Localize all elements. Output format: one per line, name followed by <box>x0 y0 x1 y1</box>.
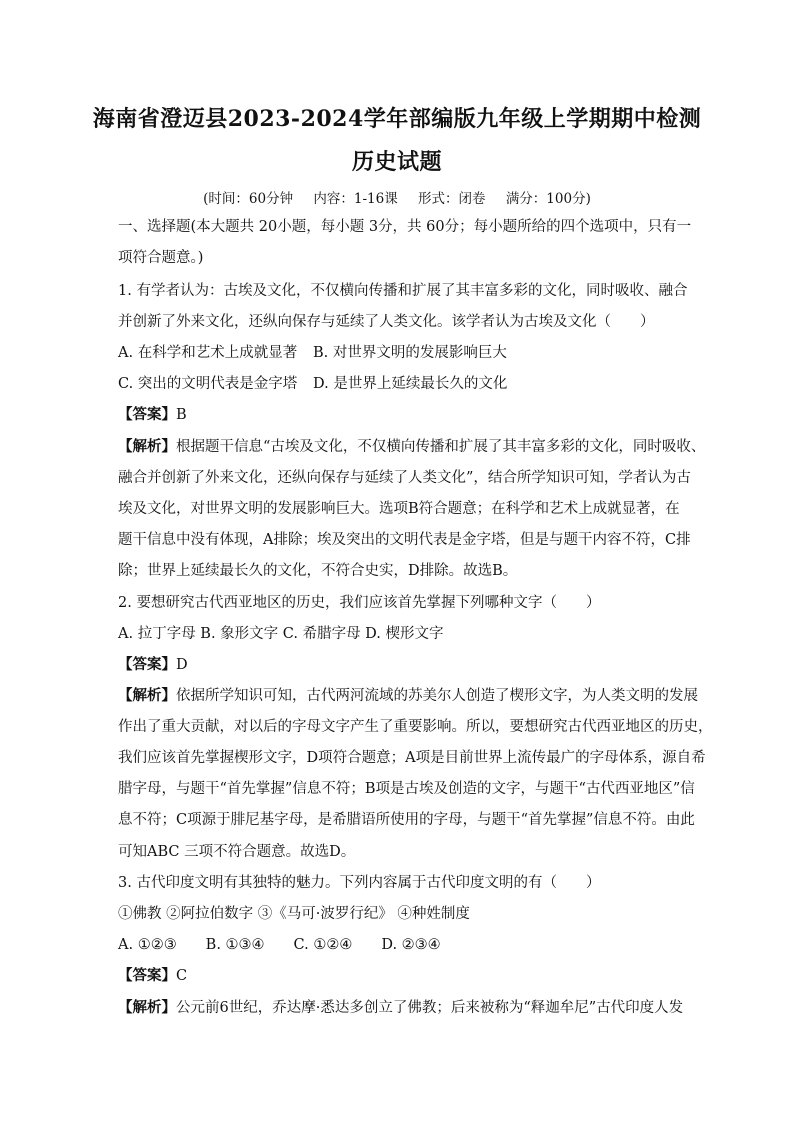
q3-items: ①佛教 ②阿拉伯数字 ③《马可·波罗行纪》 ④种姓制度 <box>118 906 470 922</box>
q2-analysis-line-4: 腊字母，与题干“首先掌握”信息不符；B项是古埃及创造的文字，与题干“古代西亚地区”信 <box>118 781 695 797</box>
q3-stem: 3. 古代印度文明有其独特的魅力。下列内容属于古代印度文明的有（ ） <box>118 875 601 891</box>
q1-analysis-line-3: 埃及文化，对世界文明的发展影响巨大。选项B符合题意；在科学和艺术上成就显著，在 <box>118 501 680 517</box>
section-heading-line-2: 项符合题意。) <box>118 250 204 266</box>
q1-option-d: D. 是世界上延续最长久的文化 <box>313 376 508 392</box>
q1-option-a: A. 在科学和艺术上成就显著 <box>118 345 298 361</box>
q1-analysis-line-2: 融合并创新了外来文化，还纵向保存与延续了人类文化”，结合所学知识可知，学者认为古 <box>118 470 691 486</box>
q2-analysis-line-6: 可知ABC 三项不符合题意。故选D。 <box>118 844 356 860</box>
meta-form: 形式：闭卷 <box>418 191 486 207</box>
meta-time: (时间：60分钟 <box>203 191 294 207</box>
q2-answer-label: 【答案】 <box>118 656 176 673</box>
q1-analysis-line-4: 题干信息中没有体现，A排除；埃及突出的文明代表是金字塔，但是与题干内容不符，C排 <box>118 532 691 548</box>
q1-option-c: C. 突出的文明代表是金字塔 <box>118 376 298 392</box>
q2-analysis-text-1: 依据所学知识可知，古代两河流域的苏美尔人创造了楔形文字，为人类文明的发展 <box>176 688 698 704</box>
meta-score: 满分：100分) <box>505 191 591 207</box>
q1-option-b: B. 对世界文明的发展影响巨大 <box>313 345 507 361</box>
q2-answer-value: D <box>176 657 188 673</box>
q1-answer-value: B <box>176 407 187 423</box>
q2-analysis-line-2: 作出了重大贡献，对以后的字母文字产生了重要影响。所以，要想研究古代西亚地区的历史， <box>118 719 713 735</box>
q2-stem: 2. 要想研究古代西亚地区的历史，我们应该首先掌握下列哪种文字（ ） <box>118 595 601 611</box>
q2-analysis-line-3: 我们应该首先掌握楔形文字，D项符合题意；A项是目前世界上流传最广的字母体系，源自希 <box>118 750 706 766</box>
meta-content: 内容：1-16课 <box>313 191 398 207</box>
q3-answer-value: C <box>176 968 188 984</box>
section-heading-line-1: 一、选择题(本大题共 20小题，每小题 3分，共 60分；每小题所给的四个选项中，只有一 <box>118 219 692 235</box>
q2-analysis-line-1 <box>118 686 698 706</box>
q1-answer-label: 【答案】 <box>118 406 176 423</box>
q1-analysis-text-1: 根据题干信息“古埃及文化，不仅横向传播和扩展了其丰富多彩的文化，同时吸收、 <box>176 439 706 455</box>
q2-analysis-label: 【解析】 <box>118 687 176 704</box>
exam-meta <box>0 187 794 207</box>
q1-stem-line-1: 1. 有学者认为：古埃及文化，不仅横向传播和扩展了其丰富多彩的文化，同时吸收、融合 <box>118 283 688 299</box>
q1-stem-line-2: 并创新了外来文化，还纵向保存与延续了人类文化。该学者认为古埃及文化（ ） <box>118 314 655 330</box>
q1-options-row-1 <box>118 343 678 363</box>
exam-title: 海南省澄迈县2023-2024学年部编版九年级上学期期中检测 <box>92 106 702 132</box>
q3-options: A. ①②③ B. ①③④ C. ①②④ D. ②③④ <box>118 937 441 953</box>
q3-answer-label: 【答案】 <box>118 967 176 984</box>
q1-analysis-line-1 <box>118 437 706 457</box>
q1-answer <box>118 405 678 425</box>
q3-analysis-label: 【解析】 <box>118 999 176 1016</box>
q3-analysis-line-1 <box>118 998 684 1018</box>
q3-answer <box>118 966 678 986</box>
q2-analysis-line-5: 息不符；C项源于腓尼基字母，是希腊语所使用的字母，与题干“首先掌握”信息不符。由此 <box>118 812 695 828</box>
q1-analysis-line-5: 除；世界上延续最长久的文化，不符合史实，D排除。故选B。 <box>118 563 518 579</box>
q3-analysis-text-1: 公元前6世纪，乔达摩·悉达多创立了佛教；后来被称为“释迦牟尼”古代印度人发 <box>176 1000 684 1016</box>
q2-answer <box>118 655 678 675</box>
q1-options-row-2 <box>118 374 678 394</box>
q2-options: A. 拉丁字母 B. 象形文字 C. 希腊字母 D. 楔形文字 <box>118 626 444 642</box>
exam-subtitle: 历史试题 <box>351 149 442 175</box>
q1-analysis-label: 【解析】 <box>118 438 176 455</box>
